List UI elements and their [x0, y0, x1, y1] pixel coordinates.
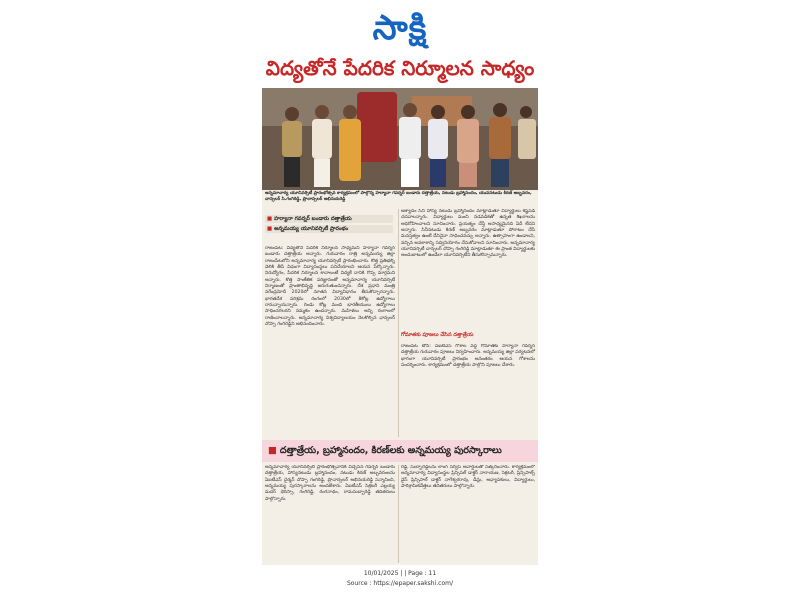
article-column-left: రాజంపేట: విద్యతోనే పేదరిక నిర్మూలన సాధ్యమని హర్యానా గవర్నర్ బండారు దత్తాత్రేయ అన్నారు. గురువారం రాత్రి అన్నమయ్య జిల్లా రాజంపేటలోని అన్నమాచార్య యూనివర్సిటీ ప్రారంభించారు. కొత్త ప్రతిభల్ని వెలికి తీసే విధంగా విద్యాసంస్థలు పనిచేయాలని ఆయన పేర్కొన్నారు. నిరుద్యోగం, పేదరిక నిర్మూలన కావాలంటే విద్యకే దానికి గొప్ప మార్గమని అన్నారు. కొత్త సాంకేతిక పరిజ్ఞానంతో అన్నమాచార్య యూనివర్సిటీ నిర్మాణంతో ప్రాంతాభివృద్ధి జరుగుతుందన్నారు. దేశ ప్రధాని మంత్రి నరేంద్రమోదీ 2020లో నూతన విద్యావిధానం తీసుకొచ్చారన్నారు. భారతదేశ పరిశ్రమ రంగంలో 2030లో 8కోట్ల ఉద్యోగాలు రానున్నాయన్నారు. రెండు కోట్ల మంది భారతీయులు ఉద్యోగాలు సాధించగలరని నమ్మకం ఉందన్నారు. మహిళలు అన్ని రంగాలలో రాణించాలన్నారు. అన్నమాచార్య విశ్వవిద్యాలయం నెలకొల్పిన ఛాన్సలర్ చొప్పా గంగిరెడ్డిని అభినందించారు. — [265, 246, 395, 328]
article-photo — [262, 88, 538, 190]
subhead-1: ■ హర్యానా గవర్నర్ బండారు దత్తాత్రేయ — [265, 215, 393, 223]
bullet-icon: ■ — [267, 226, 273, 232]
column-divider — [398, 209, 399, 437]
bullet-icon: ■ — [268, 445, 277, 456]
footer-source: Source : https://epaper.sakshi.com/ — [346, 580, 454, 587]
subheads — [265, 215, 393, 235]
column-divider-bottom — [398, 465, 399, 563]
photo-caption: అన్నమాచార్య యూనివర్సిటీ ప్రారంభోత్సవ కార్యక్రమంలో పాల్గొన్న హర్యానా గవర్నర్ బండారు దత్తాత్రేయ, నటుడు బ్రహ్మానందం, యువనటుడు కిరణ్ అబ్బవరం, చాన్సలర్ సి.గంగిరెడ్డి, ప్రొచాన్సలర్ అభినయరెడ్డి — [265, 191, 532, 202]
masthead-logo: సాక్షి — [372, 8, 428, 48]
footer-date-page: 10/01/2025 | | Page : 11 — [363, 570, 437, 577]
article-minihead: గోమాతకు పూజలు చేసిన దత్తాత్రేయ — [401, 332, 474, 338]
section-banner-text: ■ దత్తాత్రేయ, బ్రహ్మానందం, కిరణ్‌లకు అన్నమయ్య పురస్కారాలు — [268, 445, 502, 456]
article-bottom-right: రెడ్డి, సుబ్బారెడ్డిలను లాంగ్ సర్వీస్ అవార్డులతో సత్కరించారు. కార్యక్రమంలో అన్నమాచార్య విద్యాసంస్థల ప్రిన్సిపల్ డాక్టర్ నారాయణ, సెక్రటరీ, ప్రిన్సిపాల్స్ వైస్ ప్రిన్సిపాల్ డాక్టర్ నాగేశ్వరరావు, డీన్లు, అధ్యాపకులు, విద్యార్థులు, పారిశ్రామికవేత్తలు తదితరులు పాల్గొన్నారు. — [401, 465, 535, 490]
article-column-right-2: రాజంపేట టౌన్: ఏఐటీఎస్ గోశాల వద్ద గోమాతకు హర్యానా గవర్నర్ దత్తాత్రేయ గురువారం పూజలు నిర్వహించారు. అన్నమయ్య జిల్లా పర్యటనలో భాగంగా యూనివర్సిటీ ప్రారంభం అనంతరం ఆయన గోశాలను సందర్శించారు. కార్యక్రమంలో దత్తాత్రేయ పాల్గొని పూజలు చేశారు. — [401, 344, 535, 369]
subhead-2: ■ అన్నమయ్య యూనివర్సిటీ ప్రారంభం — [265, 225, 393, 233]
article-headline: విద్యతోనే పేదరిక నిర్మూలన సాధ్యం — [265, 56, 535, 80]
bullet-icon: ■ — [267, 216, 273, 222]
article-bottom-left: అన్నమాచార్య యూనివర్సిటీ ప్రారంభోత్సవానికి విచ్చేసిన గవర్నర్ బండారు దత్తాత్రేయ, హాస్యనటుడు బ్రహ్మానందం, నటుడు కిరణ్ అబ్బవరంలను ఏఐటీఎస్ చైర్మన్ చొప్పా గంగిరెడ్డి, ప్రొచాన్సలర్ అభినయరెడ్డి సన్మానించి, అన్నమయ్య పురస్కారాలను అందజేశారు. ఏఐటీఎస్ సెక్రటరీ ఎల్లయ్య మదర్ థెరిస్సా, గంగిరెడ్డి, రంగనాథం, రామసుబ్బారెడ్డి తదితరులు పాల్గొన్నారు. — [265, 465, 395, 502]
article-column-right: ఆశ్యాదం సినీ హాస్య నటుడు బ్రహ్మానందం మాట్లాడుతూ విద్యార్థులు కష్టపడి చదవాలన్నారు. విద్యార్థులు మంచి నడవడికతో ఉన్నత శిఖరాలను అధిరోహించాలని సూచించారు. ప్రయత్నం చేస్తే అసాధ్యమైనది ఏదీ లేదని అన్నారు. సినీనటుడు కిరణ్ అబ్బవరం మాట్లాడుతూ పోరాటం చేసే మనస్తత్వం ఉంటే దేనినైనా సాధించవచ్చు అన్నారు. ఉత్సాహంగా ఉండాలని, వచ్చిన అవకాశాన్ని సద్వినియోగం చేసుకోవాలని సూచించారు. అన్నమాచార్య యూనివర్సిటీ చాన్సలర్ చొప్పా గంగిరెడ్డి మాట్లాడుతూ ఈ ప్రాంత విద్యార్థులకు అందుబాటులో ఉండేలా యూనివర్సిటీని తీసుకొచ్చామన్నారు. — [401, 209, 535, 259]
